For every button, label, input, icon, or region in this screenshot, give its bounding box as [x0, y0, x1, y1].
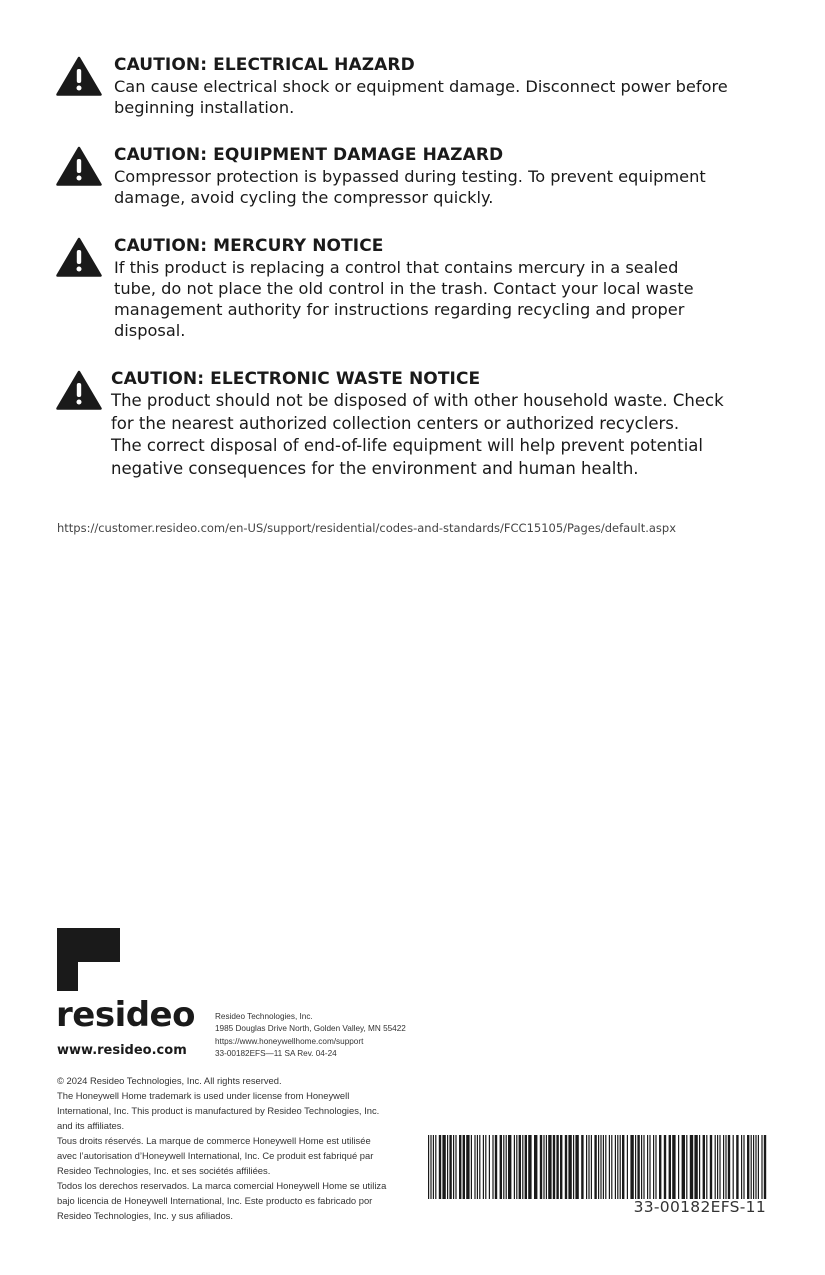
- fcc-url-link[interactable]: https://customer.resideo.com/en-US/support/residential/codes-and-standards/FCC15105/Pages/default.aspx: [57, 521, 677, 535]
- caution-body: Compressor protection is bypassed during testing. To prevent equipment damage, avoid cycling the compressor quickly.: [114, 167, 706, 207]
- caution-title: CAUTION: ELECTRICAL HAZARD: [114, 55, 415, 75]
- barcode-icon: [428, 1135, 768, 1199]
- caution-title: CAUTION: ELECTRONIC WASTE NOTICE: [111, 369, 481, 389]
- warning-triangle-icon: [56, 146, 102, 186]
- caution-title: CAUTION: MERCURY NOTICE: [114, 236, 384, 256]
- caution-body: Can cause electrical shock or equipment damage. Disconnect power before beginning installation.: [114, 77, 728, 117]
- resideo-wordmark: resideo: [56, 995, 195, 1035]
- legal-notice: © 2024 Resideo Technologies, Inc. All rights reserved. The Honeywell Home trademark is used under license from Honeywell International, Inc. This product is manufactured by Resideo Technologies, Inc. and its affiliates. Tous droits réservés. La marque de commerce Honeywell Home est utilisée avec l’autorisation d’Honeywell International, Inc. Ce produit est fabriqué par Resideo Technologies, Inc. et ses sociétés affiliées. Todos los derechos reservados. La marca comercial Honeywell Home se utiliza bajo licencia de Honeywell International, Inc. Este producto es fabricado por Resideo Technologies, Inc. y sus afiliados.: [57, 1075, 387, 1221]
- document-number: 33-00182EFS—11 SA Rev. 04-24: [215, 1048, 337, 1058]
- website-link[interactable]: www.resideo.com: [57, 1043, 187, 1058]
- caution-body: The product should not be disposed of with other household waste. Check for the nearest authorized collection centers or authorized recyclers. The correct disposal of end-of-life equipment will help prevent potential negative consequences for the environment and human health.: [111, 391, 724, 478]
- support-link[interactable]: https://www.honeywellhome.com/support: [215, 1036, 364, 1046]
- warning-triangle-icon: [56, 237, 102, 277]
- resideo-logo-mark-icon: [57, 928, 120, 991]
- caution-title: CAUTION: EQUIPMENT DAMAGE HAZARD: [114, 145, 504, 165]
- caution-body: If this product is replacing a control that contains mercury in a sealed tube, do not place the old control in the trash. Contact your local waste management authority for instructions regarding recycling and proper disposal.: [114, 258, 694, 340]
- barcode-number: 33-00182EFS-11: [633, 1198, 766, 1216]
- company-address: Resideo Technologies, Inc. 1985 Douglas Drive North, Golden Valley, MN 55422 https://www.honeywellhome.com/support 33-00182EFS—11 SA Rev. 04-24: [215, 1011, 406, 1060]
- warning-triangle-icon: [56, 370, 102, 410]
- warning-triangle-icon: [56, 56, 102, 96]
